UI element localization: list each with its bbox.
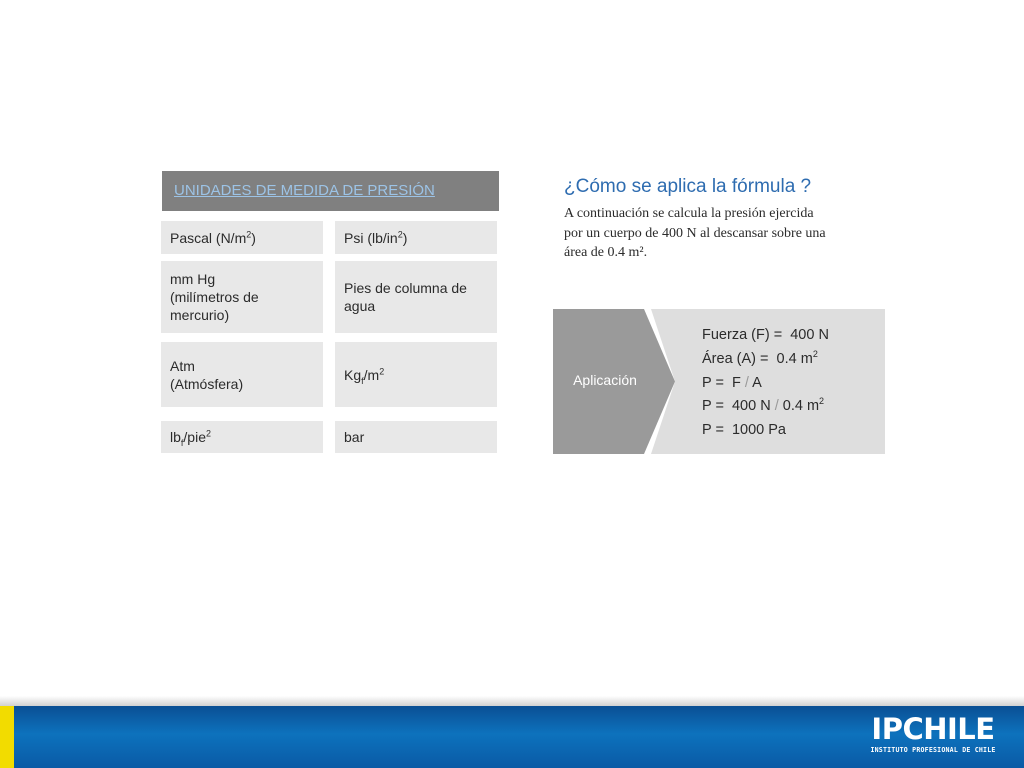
ipchile-tagline: INSTITUTO PROFESIONAL DE CHILE	[870, 746, 996, 754]
ipchile-logo: IPCHILE	[871, 712, 995, 746]
units-table-header: UNIDADES DE MEDIDA DE PRESIÓN	[162, 171, 499, 211]
unit-pascal-text: Pascal $(N/m^2)$	[170, 228, 256, 246]
unit-psi-text: Psi $(lb/in^2)$	[344, 228, 408, 246]
unit-kgf-text: $Kg_f/m^2$	[344, 365, 385, 386]
description-line: área de 0.4 m².	[564, 245, 648, 260]
unit-cell-mmhg	[161, 261, 323, 333]
formula-result: P = 1000 Pa	[702, 422, 786, 439]
unit-cell-psi	[335, 221, 497, 254]
footer-accent-stripe	[0, 706, 14, 768]
description-line: A continuación se calcula la presión ejercida	[564, 206, 814, 221]
unit-lbf-text: $lb_f/pie^2$	[170, 428, 212, 448]
description-line: por un cuerpo de 400 N al descansar sobre una	[564, 225, 826, 241]
unit-cell-bar	[335, 421, 497, 453]
unit-cell-pascal	[161, 221, 323, 254]
unit-atm-text: Atm (Atmósfera)	[170, 357, 244, 392]
unit-cell-lbf	[161, 421, 323, 453]
unit-cell-kgf	[335, 342, 497, 407]
formula-steps	[702, 324, 829, 443]
unit-bar-text: bar	[344, 429, 365, 445]
formula-description	[564, 204, 884, 263]
unit-cell-water-column	[335, 261, 497, 333]
formula-substitution: P = 400 N / 0.4 $m^2$	[702, 396, 825, 415]
unit-mmhg-text: mm Hg (milímetros de mercurio)	[170, 271, 259, 323]
unit-cell-atm	[161, 342, 323, 407]
formula-area: Área (A) = 0.4 $m^2$	[702, 348, 818, 367]
application-label: Aplicación	[573, 372, 637, 388]
formula-pressure-definition: P = F / A	[702, 374, 762, 391]
formula-force: Fuerza (F) = 400 N	[702, 327, 829, 343]
formula-question-title: ¿Cómo se aplica la fórmula ?	[564, 176, 812, 197]
unit-water-text: Pies de columna de agua	[344, 280, 467, 314]
